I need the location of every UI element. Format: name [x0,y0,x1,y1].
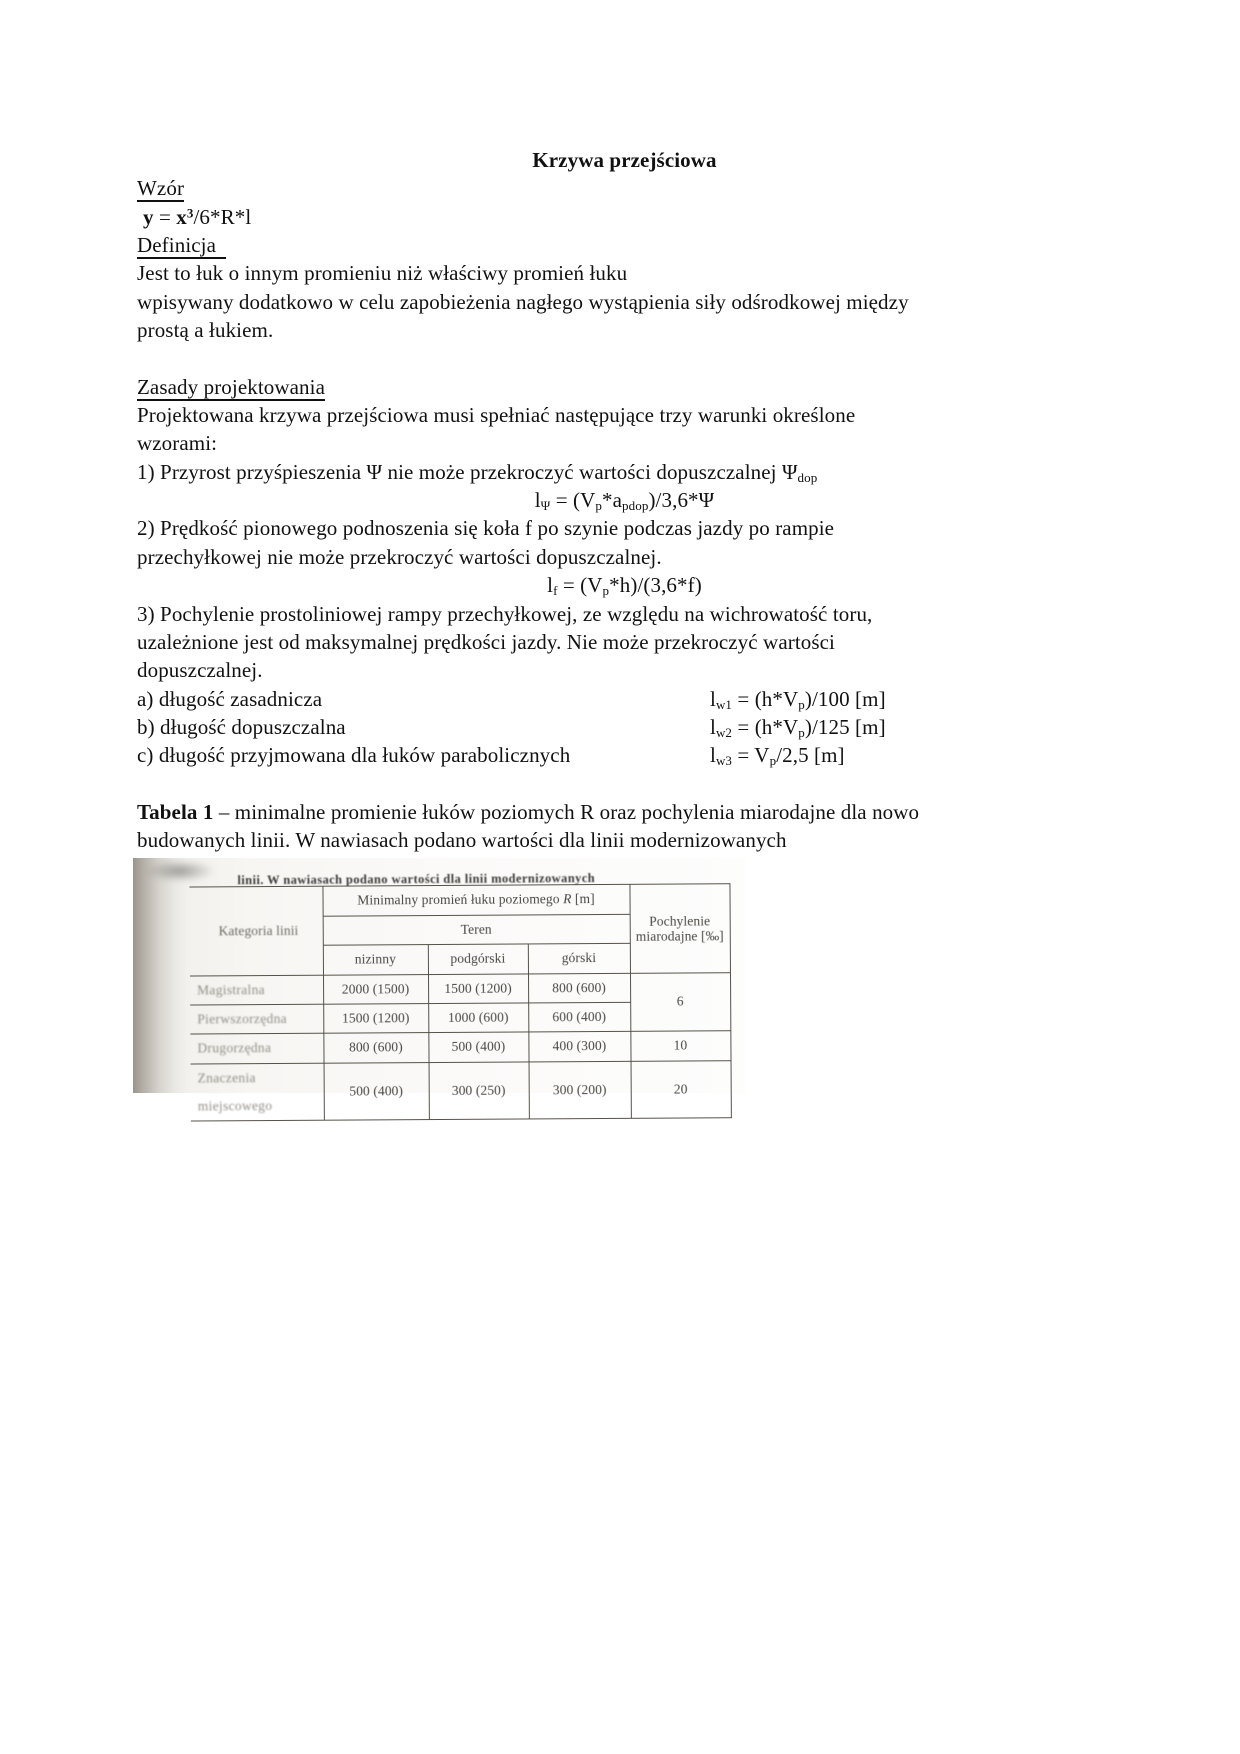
cell-value: 800 (600) [323,1033,428,1063]
table-row [190,1031,730,1064]
scan-caption: linii. W nawiasach podano wartości dla linii modernizowanych [237,870,596,887]
length-label-c: c) długość przyjmowana dla łuków parabolicznych [137,743,571,768]
row-category [190,1004,323,1034]
col-header-promien: Minimalny promień łuku poziomego R [m] [322,884,629,916]
cell-value: 600 (400) [528,1002,630,1032]
warunek-3-line-1: 3) Pochylenie prostoliniowej rampy przechyłkowej, ze względu na wichrowatość toru, [137,601,873,626]
heading-definicja: Definicja [137,233,226,259]
warunek-3-line-3: dopuszczalnej. [137,658,263,683]
cell-slope: 10 [630,1031,730,1061]
cell-value: 500 (400) [428,1032,528,1062]
length-formula-a: $l_{w1} = (h*V_p)/100$ [m] [710,686,886,712]
col-header-gorski: górski [528,943,630,973]
zasady-intro-line-2: wzorami: [137,431,218,456]
cell-slope: 20 [631,1060,731,1118]
row-category-label: Znaczenia miejscowego [197,1069,273,1114]
formula-wzor: $y = x^3/6*R*l$ [143,204,252,229]
row-category [191,1063,324,1121]
section-wzor-heading-line [137,174,1112,202]
blank-line [137,770,1112,798]
col-header-nizinny: nizinny [323,945,428,975]
page-title: Krzywa przejściowa [532,148,717,172]
warunek-3-line-2: uzależnione jest od maksymalnej prędkości jazdy. Nie może przekroczyć wartości [137,629,835,654]
col-header-podgorski: podgórski [428,944,528,974]
cell-value: 300 (200) [529,1061,631,1119]
table-1 [189,883,731,1122]
heading-zasady: Zasady projektowania [137,374,326,399]
row-category [190,1033,323,1063]
definicja-line-2: wpisywany dodatkowo w celu zapobieżenia nagłego wystąpienia siły odśrodkowej między [137,289,909,314]
cell-value: 400 (300) [528,1031,630,1061]
cell-value: 300 (250) [429,1061,529,1119]
col-header-kategoria: Kategoria linii [189,886,323,975]
row-category [190,974,323,1004]
table-row [191,1060,731,1121]
definicja-line-1: Jest to łuk o innym promieniu niż właściwy promień łuku [137,261,628,286]
definicja-line-3: prostą a łukiem. [137,318,274,343]
length-row-a [137,685,1112,713]
tabela-caption-line-1: Tabela 1 – minimalne promienie łuków poziomych R oraz pochylenia miarodajne dla nowo [137,799,920,824]
row-category-label: Magistralna [197,981,265,997]
warunek-2-line-2: przechyłkowej nie może przekroczyć wartości dopuszczalnej. [137,544,662,569]
cell-value: 1500 (1200) [428,973,528,1003]
formula-f: $l_f = (V_p*h)/(3,6*f)$ [547,573,702,599]
scanned-table-image [133,858,745,1114]
heading-wzor: Wzór [137,176,185,201]
col-header-pochylenie: Pochylenie miarodajne [‰] [629,883,730,972]
cell-value: 1000 (600) [428,1003,528,1033]
length-row-c [137,741,1112,769]
length-label-b: b) długość dopuszczalna [137,714,346,739]
tabela-caption-line-2: budowanych linii. W nawiasach podano wartości dla linii modernizowanych [137,828,787,853]
section-definicja-heading-line [137,231,1112,259]
warunek-1: 1) Przyrost przyśpieszenia Ψ nie może przekroczyć wartości dopuszczalnej $\Psi_{dop}$ [137,459,818,485]
scan-content [132,856,745,1114]
col-header-teren: Teren [323,914,630,945]
length-label-a: a) długość zasadnicza [137,686,323,711]
zasady-intro-line-1: Projektowana krzywa przejściowa musi spełniać następujące trzy warunki określone [137,403,856,428]
blank-line [137,344,1112,372]
length-formula-c: $l_{w3} = V_p/2,5$ [m] [710,743,845,769]
length-formula-b: $l_{w2} = (h*V_p)/125$ [m] [710,714,886,740]
formula-psi: $l_\Psi = (V_p*a_{pdop})/3,6*\Psi$ [534,488,715,513]
cell-slope: 6 [630,972,730,1031]
length-row-b [137,713,1112,741]
cell-value: 2000 (1500) [323,974,428,1004]
row-category-label: Pierwszorzędna [197,1010,287,1027]
section-zasady-heading-line [137,373,1112,401]
row-category-label: Drugorzędna [197,1039,272,1056]
cell-value: 800 (600) [528,973,630,1003]
warunek-2-line-1: 2) Prędkość pionowego podnoszenia się koła f po szynie podczas jazdy po rampie [137,516,835,541]
table-row [190,972,730,1005]
cell-value: 500 (400) [324,1062,429,1120]
cell-value: 1500 (1200) [323,1003,428,1033]
table-header-row-1 [189,883,729,916]
